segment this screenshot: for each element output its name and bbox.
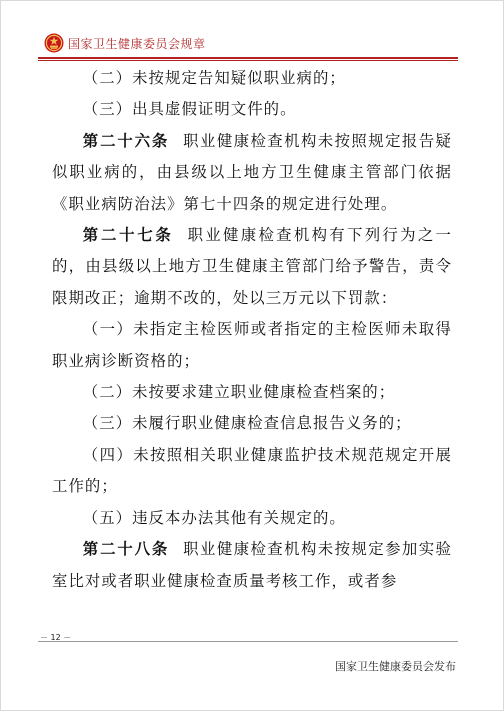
header-divider-thin: [38, 60, 458, 61]
footer-divider: [38, 641, 458, 642]
article-heading: 第二十六条: [82, 131, 170, 150]
article-text: 职业健康检查机构未按照规定报告疑似职业病的，由县级以上地方卫生健康主管部门依据《职业病防治法》第七十四条的规定进行处理。: [52, 131, 452, 213]
article-text: 职业健康检查机构有下列行为之一的，由县级以上地方卫生健康主管部门给予警告，责令限期改正；逾期不改的，处以三万元以下罚款：: [52, 226, 452, 307]
header-title: 国家卫生健康委员会规章: [68, 36, 206, 51]
list-item: （二）未按要求建立职业健康检查档案的；: [82, 383, 396, 402]
document-header: [44, 31, 206, 55]
article-26: [52, 126, 452, 220]
page-number: － 12 －: [40, 633, 72, 642]
list-item: （一）未指定主检医师或者指定的主检医师未取得职业病诊断资格的；: [52, 320, 452, 370]
footer-publisher: 国家卫生健康委员会发布: [335, 660, 456, 673]
list-item: （三）出具虚假证明文件的。: [82, 100, 297, 119]
list-item: （二）未按规定告知疑似职业病的；: [82, 69, 346, 87]
list-item: （三）未履行职业健康检查信息报告义务的；: [82, 414, 412, 433]
article-heading: 第二十七条: [82, 226, 174, 245]
article-28: [52, 534, 452, 597]
article-heading: 第二十八条: [82, 540, 170, 559]
header-divider: [38, 57, 458, 59]
list-item: （四）未按照相关职业健康监护技术规范规定开展工作的；: [52, 445, 452, 496]
article-27: [52, 220, 452, 314]
document-body: [52, 63, 452, 597]
article-text: 职业健康检查机构未按规定参加实验室比对或者职业健康检查质量考核工作，或者参: [52, 540, 452, 590]
list-item: （五）违反本办法其他有关规定的。: [82, 508, 346, 527]
national-emblem-icon: [44, 33, 64, 53]
